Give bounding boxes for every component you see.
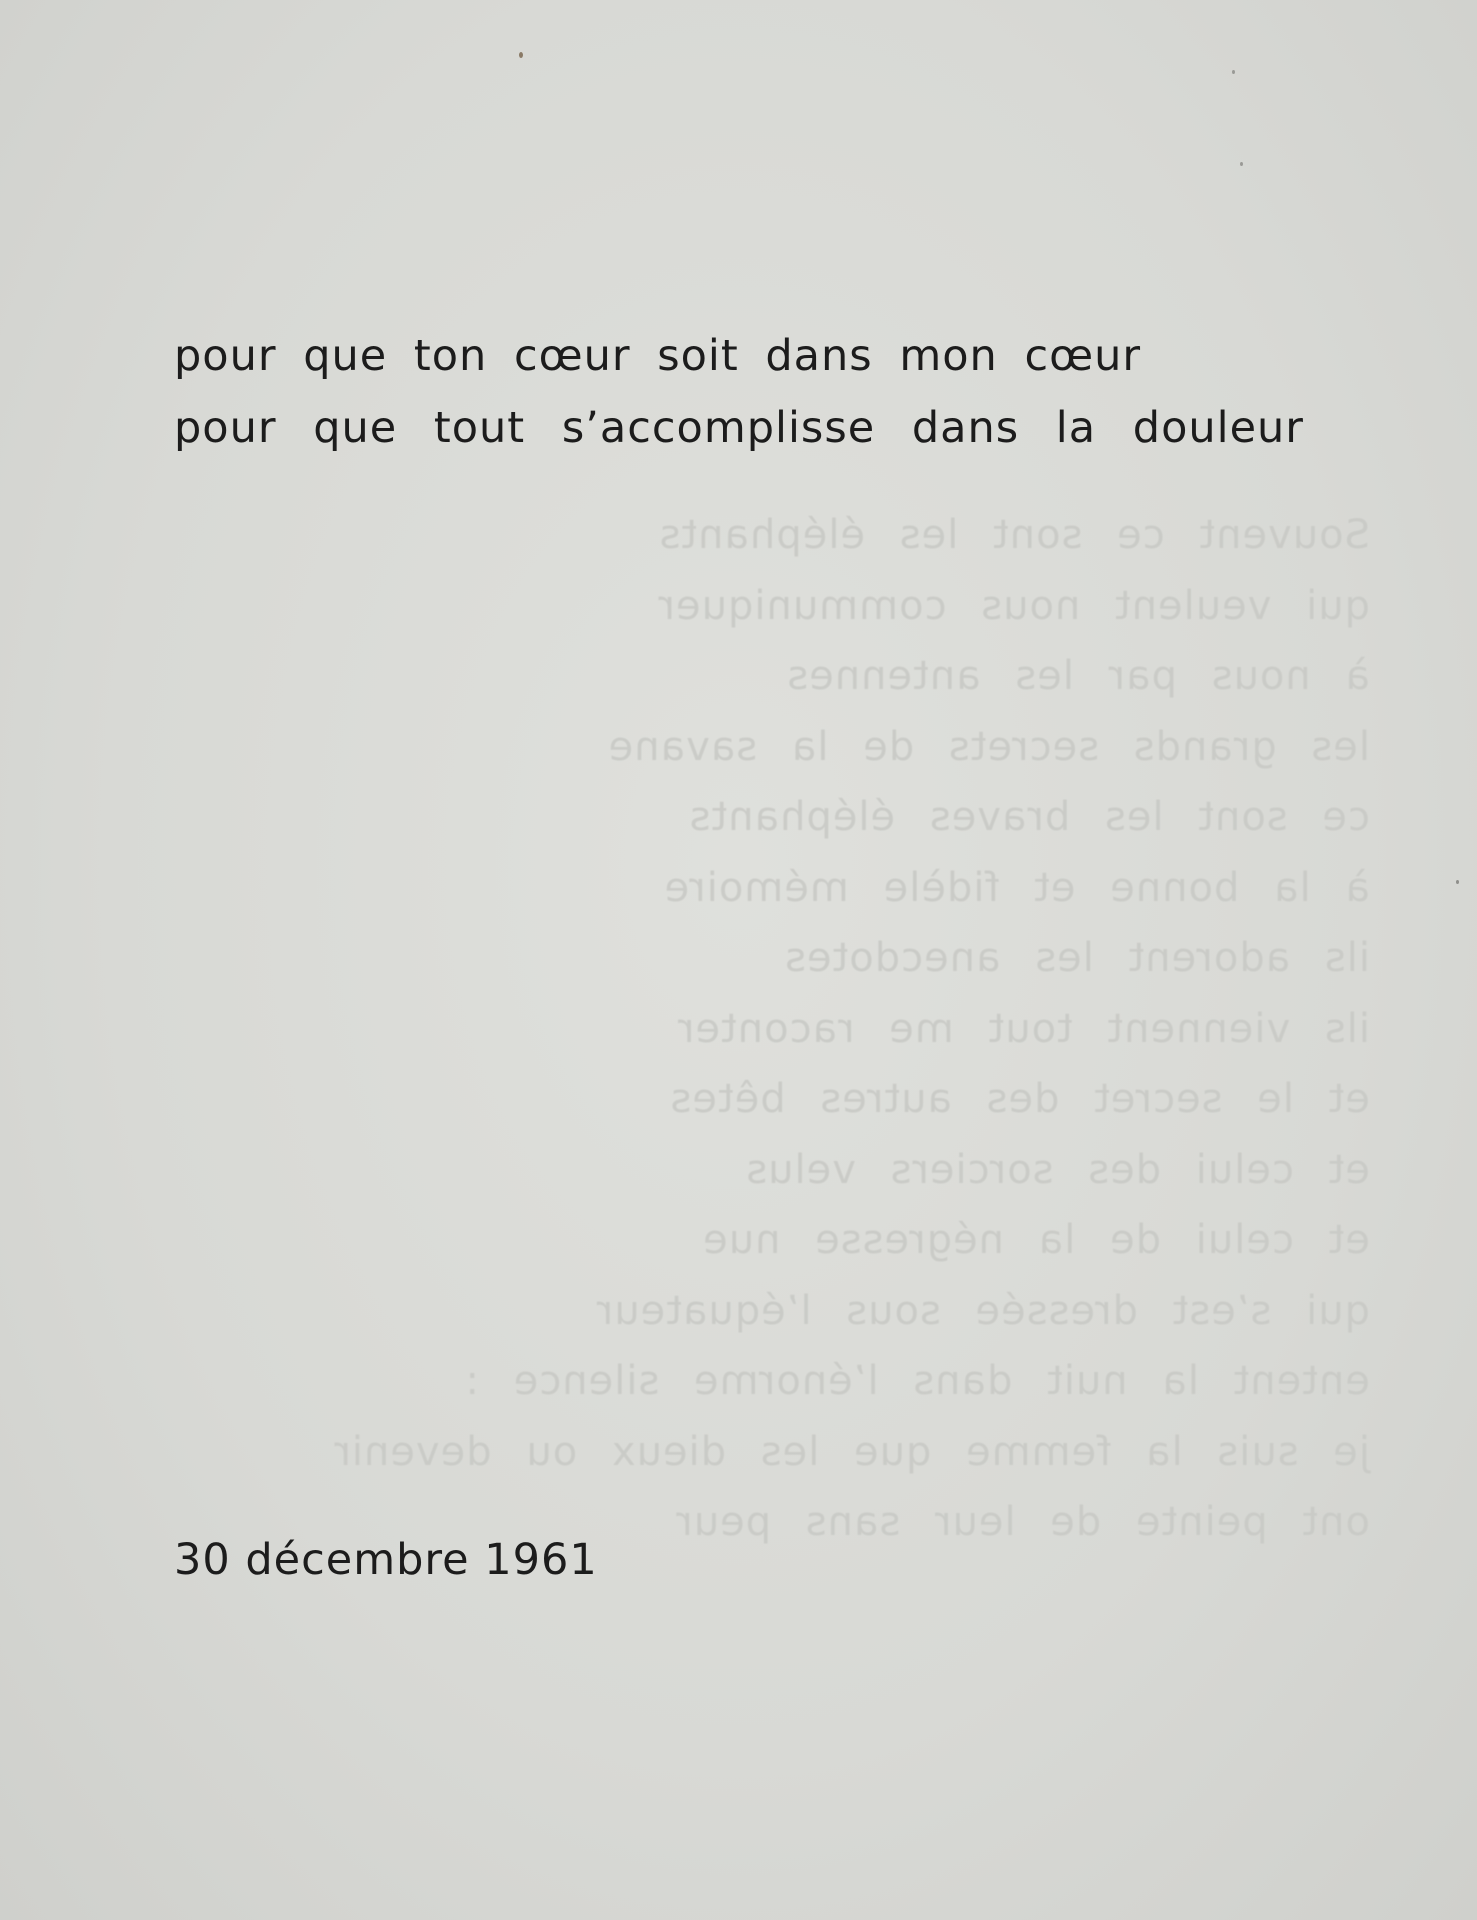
paper-speck: [1240, 162, 1243, 166]
poem-stanza: [174, 320, 1374, 464]
showthrough-line: et celui des sorciers velus: [745, 1146, 1370, 1193]
showthrough-line: ils adorent les anecdotes: [784, 935, 1370, 981]
showthrough-line: entent la nuit dans l’énorme silence :: [464, 1358, 1370, 1404]
poem-line-2: pour que tout s’accomplisse dans la douleur: [174, 403, 1304, 453]
showthrough-line: qui s’est dressée sous l’équateur: [595, 1287, 1370, 1334]
showthrough-line: et celui de la négresse nue: [702, 1217, 1370, 1263]
showthrough-line: les grands secrets de la savane: [607, 723, 1370, 770]
poem-date: 30 décembre 1961: [174, 1535, 598, 1585]
showthrough-line: et le secret des autres bêtes: [669, 1076, 1370, 1122]
showthrough-line: qui veulent nous communiquer: [657, 582, 1370, 629]
paper-speck: [1456, 880, 1459, 884]
poem-line-1: pour que ton cœur soit dans mon cœur: [174, 331, 1142, 381]
paper-speck: [1232, 70, 1235, 74]
showthrough-line: à nous par les antennes: [786, 653, 1370, 699]
showthrough-line: Souvent ce sont les éléphants: [658, 512, 1370, 558]
showthrough-line: ils viennent tout me raconter: [677, 1005, 1370, 1052]
showthrough-line: à la bonne et fidèle mémoire: [663, 864, 1370, 911]
showthrough-line: ont peinte de leur sans peur: [675, 1499, 1370, 1545]
showthrough-line: je suis la femme que les dieux ou devenir: [333, 1428, 1370, 1475]
reverse-side-showthrough: [300, 500, 1370, 1558]
showthrough-line: ce sont les braves éléphants: [688, 794, 1370, 840]
paper-speck: [519, 52, 523, 58]
